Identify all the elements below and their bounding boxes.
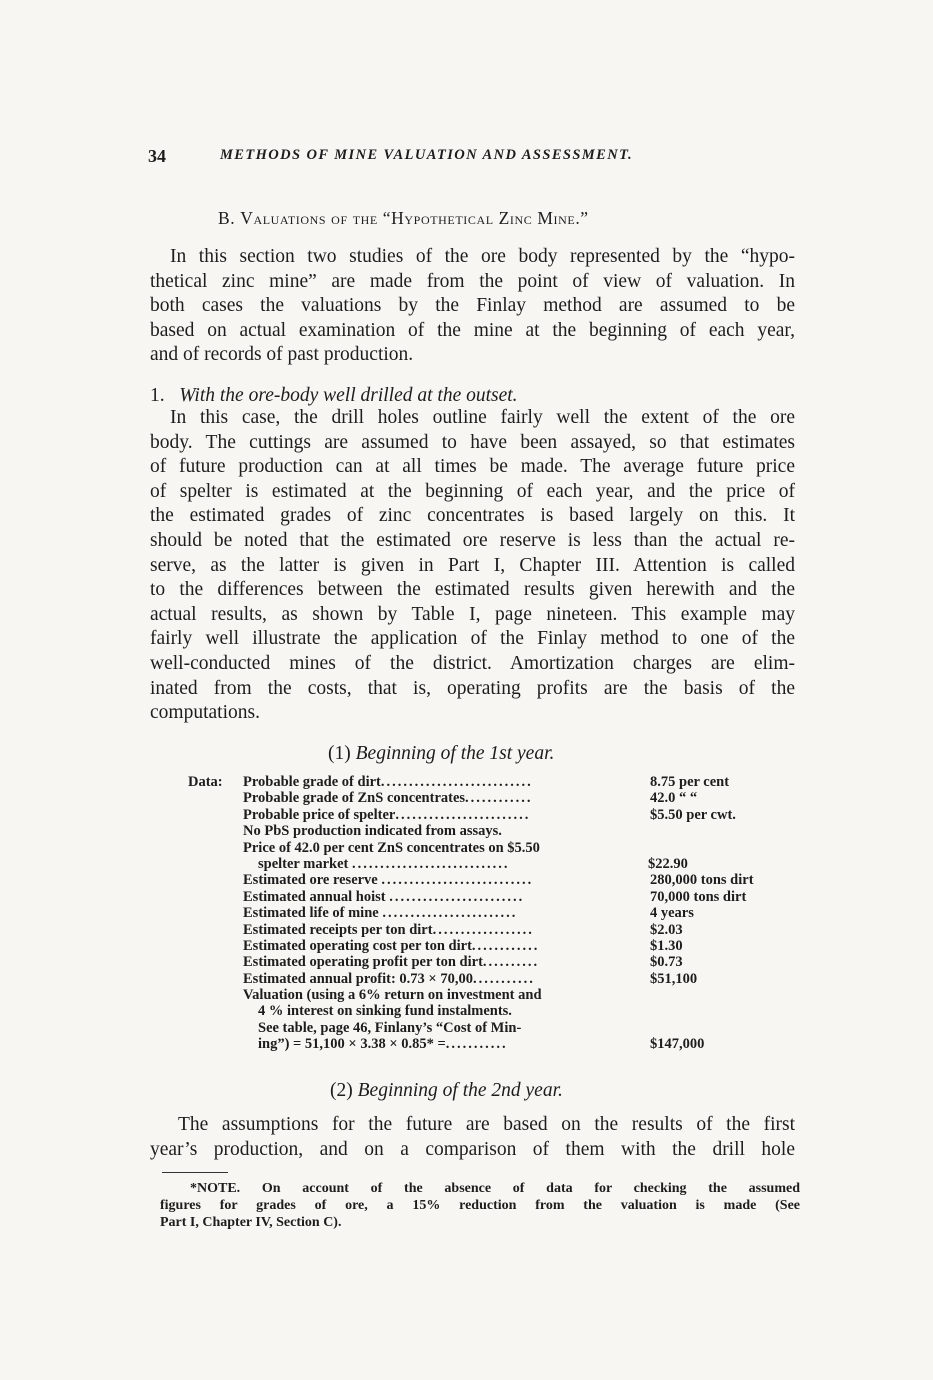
data-label: spelter market ............................ [258, 855, 510, 872]
data-label: See table, page 46, Finlany’s “Cost of Min- [258, 1019, 522, 1036]
text-line: should be noted that the estimated ore reserve is less than the actual re- [150, 529, 795, 551]
text-line: and of records of past production. [150, 344, 414, 366]
text-line: computations. [150, 702, 260, 724]
data-label: Estimated receipts per ton dirt.................. [243, 921, 534, 938]
intro-paragraph [150, 245, 795, 368]
text-line: well-conducted mines of the district. Amortization charges are elim- [150, 652, 795, 674]
data-value: $1.30 [650, 937, 683, 954]
data-value: 70,000 tons dirt [650, 888, 747, 905]
section-heading [218, 208, 589, 229]
data-lead: Data: [188, 774, 223, 790]
subheading-title: Beginning of the 1st year. [355, 743, 555, 764]
text-line: both cases the valuations by the Finlay method are assumed to be [150, 295, 795, 317]
data-value: $2.03 [650, 921, 683, 938]
page-number: 34 [148, 146, 166, 166]
footnote-line: *NOTE. On account of the absence of data for checking the assumed [190, 1181, 800, 1196]
data-label: Probable grade of ZnS concentrates............ [243, 790, 533, 807]
text-line: serve, as the latter is given in Part I, Chapter III. Attention is called [150, 554, 795, 576]
running-title: METHODS OF MINE VALUATION AND ASSESSMENT. [220, 147, 634, 163]
data-label: Estimated ore reserve ........................... [243, 872, 534, 889]
data-value: $22.90 [648, 855, 688, 872]
text-line: The assumptions for the future are based on the results of the first [178, 1114, 795, 1135]
data-value: $0.73 [650, 954, 683, 971]
data-table [188, 774, 808, 1053]
data-label: Probable price of spelter........................ [243, 806, 531, 823]
data-label: Estimated annual hoist ........................ [243, 888, 525, 905]
data-value: 280,000 tons dirt [650, 872, 754, 889]
footnote [160, 1180, 800, 1231]
section-letter: B. [218, 208, 236, 228]
text-line: to the differences between the estimated results given herewith and the [150, 579, 795, 601]
item-heading [150, 385, 518, 407]
text-line: inated from the costs, that is, operating profits are the basis of the [150, 677, 795, 699]
section-title: Valuations of the “Hypothetical Zinc Mine.” [240, 208, 589, 228]
data-value: 42.0 “ “ [650, 790, 698, 807]
text-line: of future production can at all times be made. The average future price [150, 456, 795, 478]
data-label: Estimated life of mine ........................ [243, 905, 518, 922]
text-line: year’s production, and on a comparison of them with the drill hole [150, 1138, 795, 1160]
data-label: Valuation (using a 6% return on investment and [243, 987, 542, 1004]
text-line: thetical zinc mine” are made from the point of view of valuation. In [150, 270, 795, 292]
data-label: No PbS production indicated from assays. [243, 823, 502, 840]
text-line: of spelter is estimated at the beginning of each year, and the price of [150, 480, 795, 502]
data-value: $51,100 [650, 970, 698, 987]
data-value: 4 years [650, 905, 694, 922]
closing-paragraph [150, 1113, 795, 1162]
text-line: based on actual examination of the mine at the beginning of each year, [150, 319, 795, 341]
data-label: Probable grade of dirt........................... [243, 774, 533, 790]
footnote-line: Part I, Chapter IV, Section C). [160, 1215, 342, 1230]
data-value: $5.50 per cwt. [650, 806, 736, 823]
subheading-title: Beginning of the 2nd year. [357, 1080, 563, 1101]
data-label: Estimated annual profit: 0.73 × 70,00........... [243, 970, 535, 987]
data-value: 8.75 per cent [650, 774, 730, 790]
data-label: Estimated operating cost per ton dirt............ [243, 937, 540, 954]
text-line: In this case, the drill holes outline fairly well the extent of the ore [170, 407, 795, 428]
item-title: With the ore-body well drilled at the outset. [179, 385, 518, 406]
text-line: the estimated grades of zinc concentrates is based largely on this. It [150, 505, 795, 527]
text-line: In this section two studies of the ore body represented by the “hypo- [170, 246, 795, 267]
subheading-year-2 [330, 1080, 563, 1102]
text-line: fairly well illustrate the application of the Finlay method to one of the [150, 628, 795, 650]
item-paragraph [150, 406, 795, 726]
data-value: $147,000 [650, 1036, 705, 1053]
footnote-rule [162, 1172, 228, 1173]
data-label: Price of 42.0 per cent ZnS concentrates on $5.50 [243, 839, 540, 856]
text-line: actual results, as shown by Table I, page nineteen. This example may [150, 603, 795, 625]
item-number: 1. [150, 385, 165, 406]
footnote-line: figures for grades of ore, a 15% reduction from the valuation is made (See [160, 1198, 800, 1213]
data-label: ing”) = 51,100 × 3.38 × 0.85* =........... [258, 1036, 508, 1053]
data-label: Estimated operating profit per ton dirt.......... [243, 954, 540, 971]
data-label: 4 % interest on sinking fund instalments. [258, 1003, 512, 1020]
subheading-number: (1) [328, 743, 351, 764]
subheading-year-1 [328, 743, 554, 765]
text-line: body. The cuttings are assumed to have been assayed, so that estimates [150, 431, 795, 453]
subheading-number: (2) [330, 1080, 353, 1101]
